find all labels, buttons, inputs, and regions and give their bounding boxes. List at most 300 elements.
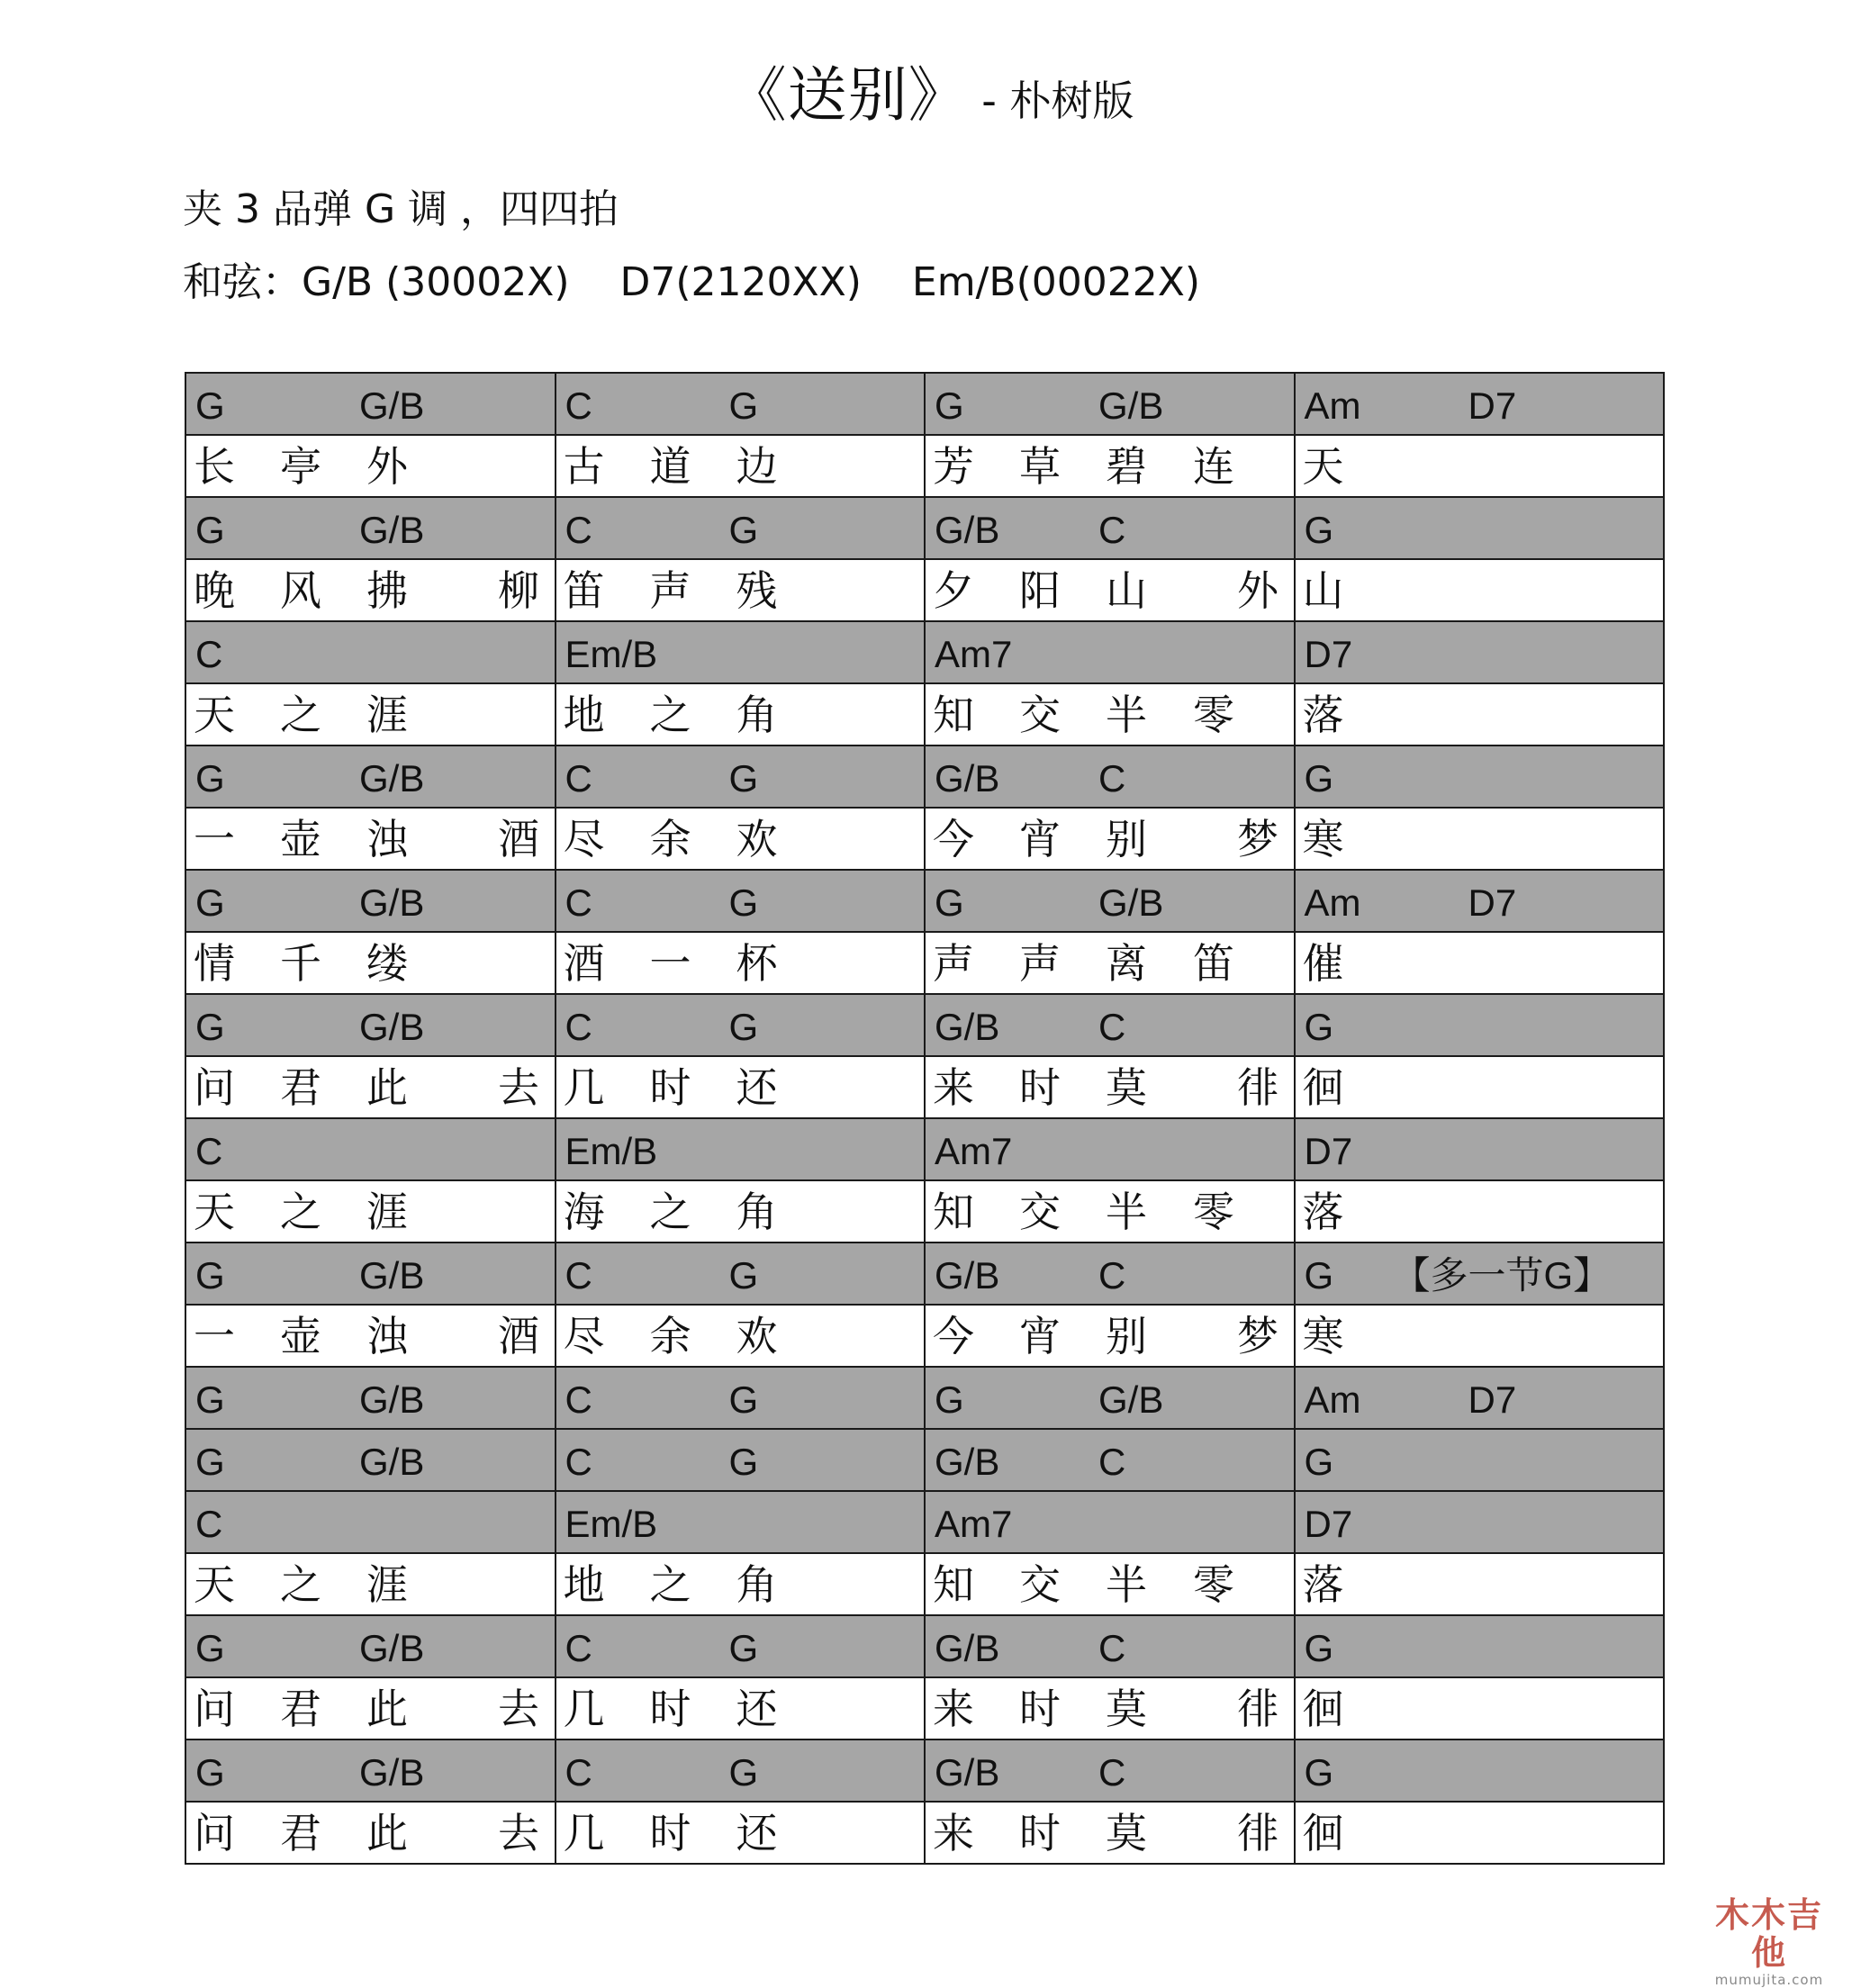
chord-first: C <box>565 1627 592 1669</box>
lyric-char: 问 <box>194 1063 235 1112</box>
lyric-char: 零 <box>1193 1188 1234 1236</box>
chord-cell <box>1295 1491 1665 1553</box>
chord-first: C <box>565 509 592 551</box>
chord-cell <box>185 1615 556 1677</box>
chord-second: D7 <box>1468 1378 1517 1421</box>
chord-second: 【多一节G】 <box>1392 1254 1612 1297</box>
chord-first: C <box>195 1130 223 1172</box>
lyric-char: 涯 <box>366 691 408 739</box>
chord-cell <box>185 1367 556 1429</box>
chord-first: G/B <box>935 509 1000 551</box>
chord-first: D7 <box>1304 1503 1353 1545</box>
chord-first: C <box>565 1378 592 1421</box>
lyric-char: 今 <box>933 815 974 863</box>
chord-cell <box>1295 1615 1665 1677</box>
lyric-char: 涯 <box>366 1560 408 1609</box>
lyric-char: 问 <box>194 1809 235 1857</box>
lyric-char: 莫 <box>1106 1685 1147 1733</box>
lyric-char: 声 <box>649 566 691 615</box>
chord-cell <box>1295 373 1665 435</box>
lyric-char: 去 <box>498 1685 539 1733</box>
lyric-char: 半 <box>1106 1188 1147 1236</box>
chord-second: G/B <box>359 1627 425 1669</box>
chord-first: G <box>195 384 225 427</box>
chord-second: G <box>728 384 759 427</box>
chord-first: Am7 <box>935 633 1013 675</box>
chord-first: Am7 <box>935 1503 1013 1545</box>
lyric-char: 笛 <box>563 566 605 615</box>
chord-cell <box>1295 621 1665 683</box>
chord-first: D7 <box>1304 1130 1353 1172</box>
lyric-char: 天 <box>1302 442 1344 491</box>
chord-cell <box>1295 497 1665 559</box>
chord-second: D7 <box>1468 881 1517 924</box>
chord-second: G <box>728 1441 759 1483</box>
chord-cell <box>925 1367 1295 1429</box>
chord-second: D7 <box>1468 384 1517 427</box>
chord-cell <box>185 746 556 808</box>
chord-cell <box>185 994 556 1056</box>
lyric-cell <box>556 1056 926 1118</box>
lyric-row <box>185 1305 1664 1367</box>
lyric-char: 来 <box>933 1809 974 1857</box>
lyric-char: 知 <box>933 1188 974 1236</box>
chord-first: Em/B <box>565 1130 658 1172</box>
lyric-char: 柳 <box>498 566 539 615</box>
chord-cell <box>1295 870 1665 932</box>
chord-first: Am <box>1304 384 1361 427</box>
lyric-row <box>185 1180 1664 1242</box>
chord-second: G <box>728 757 759 800</box>
lyric-cell <box>556 683 926 746</box>
chord-first: D7 <box>1304 633 1353 675</box>
lyric-cell <box>925 1677 1295 1740</box>
lyric-char: 千 <box>280 939 321 988</box>
lyric-char: 梦 <box>1237 815 1278 863</box>
song-version: - 朴树版 <box>968 77 1134 125</box>
lyric-cell <box>185 1677 556 1740</box>
lyric-char: 寒 <box>1302 1312 1344 1360</box>
chord-cell <box>925 621 1295 683</box>
lyric-char: 宵 <box>1019 815 1061 863</box>
lyric-char: 之 <box>280 1188 321 1236</box>
lyric-char: 天 <box>194 691 235 739</box>
lyric-char: 落 <box>1302 691 1344 739</box>
lyric-cell <box>925 1180 1295 1242</box>
chord-second: G/B <box>359 881 425 924</box>
chord-first: G <box>1304 1627 1334 1669</box>
chord-second: G/B <box>1098 1378 1164 1421</box>
lyric-row <box>185 1802 1664 1864</box>
chord-first: C <box>565 1751 592 1794</box>
lyric-cell <box>185 1056 556 1118</box>
lyric-cell <box>1295 1802 1665 1864</box>
lyric-char: 之 <box>649 1188 691 1236</box>
chord-second: G/B <box>1098 384 1164 427</box>
chord-second: C <box>1098 1254 1126 1297</box>
lyric-char: 莫 <box>1106 1809 1147 1857</box>
chord-cell <box>185 1491 556 1553</box>
lyric-char: 今 <box>933 1312 974 1360</box>
lyric-char: 半 <box>1106 1560 1147 1609</box>
lyric-char: 欢 <box>736 1312 778 1360</box>
chord-first: G/B <box>935 1627 1000 1669</box>
chord-second: C <box>1098 509 1126 551</box>
chord-cell <box>185 1740 556 1802</box>
lyric-char: 半 <box>1106 691 1147 739</box>
song-title-main: 《送别》 <box>727 60 969 130</box>
chord-first: Am <box>1304 881 1361 924</box>
lyric-cell <box>185 683 556 746</box>
lyric-cell <box>185 1553 556 1615</box>
lyric-char: 壶 <box>280 1312 321 1360</box>
chord-row <box>185 746 1664 808</box>
lyric-char: 一 <box>194 815 235 863</box>
chord-first: G <box>935 1378 964 1421</box>
lyric-char: 君 <box>280 1809 321 1857</box>
song-title <box>0 47 1861 132</box>
chord-lyric-sheet <box>185 372 1665 1865</box>
lyric-row <box>185 1056 1664 1118</box>
lyric-char: 晚 <box>194 566 235 615</box>
lyric-char: 落 <box>1302 1188 1344 1236</box>
chord-cell <box>1295 1118 1665 1180</box>
lyric-cell <box>185 559 556 621</box>
chord-first: G/B <box>935 1006 1000 1048</box>
chord-first: C <box>565 881 592 924</box>
lyric-cell <box>1295 932 1665 994</box>
lyric-char: 时 <box>1019 1685 1061 1733</box>
lyric-char: 外 <box>366 442 408 491</box>
chord-second: G <box>728 1627 759 1669</box>
lyric-char: 梦 <box>1237 1312 1278 1360</box>
chord-row <box>185 1491 1664 1553</box>
lyric-cell <box>1295 435 1665 497</box>
chord-second: C <box>1098 1006 1126 1048</box>
lyric-char: 风 <box>280 566 321 615</box>
lyric-char: 草 <box>1019 442 1061 491</box>
lyric-char: 交 <box>1019 1560 1061 1609</box>
lyric-char: 古 <box>563 442 605 491</box>
chord-cell <box>185 1242 556 1305</box>
chord-second: G/B <box>359 1254 425 1297</box>
lyric-cell <box>556 559 926 621</box>
chord-first: C <box>195 1503 223 1545</box>
lyric-cell <box>925 932 1295 994</box>
chord-first: G <box>195 1751 225 1794</box>
lyric-char: 山 <box>1106 566 1147 615</box>
lyric-char: 时 <box>649 1063 691 1112</box>
lyric-cell <box>925 435 1295 497</box>
lyric-char: 徘 <box>1237 1809 1278 1857</box>
chord-cell <box>1295 746 1665 808</box>
chord-cell <box>185 373 556 435</box>
lyric-char: 知 <box>933 1560 974 1609</box>
chord-first: C <box>565 384 592 427</box>
lyric-char: 连 <box>1193 442 1234 491</box>
lyric-char: 几 <box>563 1063 605 1112</box>
lyric-char: 莫 <box>1106 1063 1147 1112</box>
chord-second: G/B <box>359 1751 425 1794</box>
lyric-char: 离 <box>1106 939 1147 988</box>
chord-cell <box>925 1491 1295 1553</box>
chord-first: G/B <box>935 1254 1000 1297</box>
chord-cell <box>1295 994 1665 1056</box>
capo-key-info: 夹 3 品弹 G 调 ，四四拍 <box>183 186 619 232</box>
watermark-text: 木木吉他 <box>1714 1895 1823 1973</box>
chord-first: C <box>565 1006 592 1048</box>
chord-row <box>185 1429 1664 1491</box>
lyric-cell <box>925 1802 1295 1864</box>
chord-first: G <box>1304 1254 1334 1297</box>
lyric-cell <box>556 1180 926 1242</box>
chord-first: G/B <box>935 1441 1000 1483</box>
lyric-char: 缕 <box>366 939 408 988</box>
chord-second: C <box>1098 1441 1126 1483</box>
lyric-row <box>185 1677 1664 1740</box>
chord-first: G <box>1304 509 1334 551</box>
lyric-cell <box>925 1553 1295 1615</box>
lyric-row <box>185 435 1664 497</box>
lyric-char: 时 <box>649 1685 691 1733</box>
chord-first: G <box>195 509 225 551</box>
chord-cell <box>925 1615 1295 1677</box>
lyric-char: 交 <box>1019 691 1061 739</box>
lyric-char: 地 <box>563 691 605 739</box>
chord-cell <box>185 1429 556 1491</box>
lyric-char: 酒 <box>498 1312 539 1360</box>
chord-cell <box>556 497 926 559</box>
chord-first: C <box>565 757 592 800</box>
lyric-char: 宵 <box>1019 1312 1061 1360</box>
lyric-char: 去 <box>498 1063 539 1112</box>
lyric-cell <box>556 1553 926 1615</box>
chord-cell <box>185 497 556 559</box>
chord-first: G <box>195 1627 225 1669</box>
lyric-char: 夕 <box>933 566 974 615</box>
chord-first: G <box>1304 1006 1334 1048</box>
lyric-char: 催 <box>1302 939 1344 988</box>
lyric-char: 芳 <box>933 442 974 491</box>
lyric-char: 之 <box>280 691 321 739</box>
chord-row <box>185 1242 1664 1305</box>
lyric-char: 之 <box>649 1560 691 1609</box>
chord-first: G <box>1304 1441 1334 1483</box>
lyric-row <box>185 683 1664 746</box>
lyric-cell <box>556 1802 926 1864</box>
chord-cell <box>925 1242 1295 1305</box>
chord-cell <box>185 621 556 683</box>
lyric-cell <box>1295 1553 1665 1615</box>
chord-row <box>185 870 1664 932</box>
chord-first: G/B <box>935 757 1000 800</box>
lyric-char: 天 <box>194 1188 235 1236</box>
lyric-char: 角 <box>736 691 778 739</box>
lyric-cell <box>1295 1305 1665 1367</box>
chord-second: G/B <box>1098 881 1164 924</box>
chord-cell <box>556 1118 926 1180</box>
lyric-char: 此 <box>366 1809 408 1857</box>
lyric-char: 徊 <box>1302 1063 1344 1112</box>
lyric-char: 之 <box>649 691 691 739</box>
lyric-char: 角 <box>736 1188 778 1236</box>
lyric-row <box>185 932 1664 994</box>
chord-second: G <box>728 1378 759 1421</box>
chord-cell <box>1295 1740 1665 1802</box>
lyric-char: 此 <box>366 1063 408 1112</box>
lyric-cell <box>556 808 926 870</box>
chord-second: C <box>1098 1627 1126 1669</box>
lyric-char: 声 <box>933 939 974 988</box>
chord-row <box>185 1367 1664 1429</box>
lyric-char: 别 <box>1106 815 1147 863</box>
lyric-char: 零 <box>1193 1560 1234 1609</box>
lyric-char: 君 <box>280 1685 321 1733</box>
lyric-char: 拂 <box>366 566 408 615</box>
chord-first: G <box>195 1441 225 1483</box>
chord-first: C <box>565 1441 592 1483</box>
chord-cell <box>925 497 1295 559</box>
lyric-char: 欢 <box>736 815 778 863</box>
lyric-char: 山 <box>1302 566 1344 615</box>
lyric-cell <box>185 1305 556 1367</box>
lyric-char: 时 <box>649 1809 691 1857</box>
lyric-cell <box>556 435 926 497</box>
chord-row <box>185 1615 1664 1677</box>
chord-cell <box>925 373 1295 435</box>
chord-first: C <box>195 633 223 675</box>
lyric-cell <box>185 808 556 870</box>
lyric-char: 之 <box>280 1560 321 1609</box>
lyric-char: 声 <box>1019 939 1061 988</box>
lyric-char: 几 <box>563 1685 605 1733</box>
chord-cell <box>556 1367 926 1429</box>
lyric-char: 海 <box>563 1188 605 1236</box>
chord-first: G/B <box>935 1751 1000 1794</box>
chord-first: Em/B <box>565 633 658 675</box>
lyric-cell <box>925 808 1295 870</box>
lyric-cell <box>925 1056 1295 1118</box>
chord-row <box>185 994 1664 1056</box>
chord-first: C <box>565 1254 592 1297</box>
lyric-char: 此 <box>366 1685 408 1733</box>
lyric-cell <box>1295 1180 1665 1242</box>
chord-second: G <box>728 1254 759 1297</box>
lyric-cell <box>1295 808 1665 870</box>
lyric-char: 天 <box>194 1560 235 1609</box>
chord-second: G/B <box>359 509 425 551</box>
chord-first: G <box>195 1254 225 1297</box>
lyric-char: 落 <box>1302 1560 1344 1609</box>
chord-first: G <box>935 384 964 427</box>
lyric-cell <box>925 683 1295 746</box>
chord-cell <box>556 373 926 435</box>
lyric-char: 一 <box>649 939 691 988</box>
lyric-char: 边 <box>736 442 778 491</box>
lyric-cell <box>185 435 556 497</box>
chord-first: G <box>195 757 225 800</box>
lyric-cell <box>185 1180 556 1242</box>
lyric-char: 角 <box>736 1560 778 1609</box>
lyric-char: 浊 <box>366 1312 408 1360</box>
lyric-char: 徊 <box>1302 1809 1344 1857</box>
chord-row <box>185 497 1664 559</box>
chord-second: G/B <box>359 1441 425 1483</box>
lyric-char: 寒 <box>1302 815 1344 863</box>
lyric-cell <box>1295 1677 1665 1740</box>
lyric-char: 还 <box>736 1685 778 1733</box>
lyric-char: 还 <box>736 1809 778 1857</box>
lyric-char: 徘 <box>1237 1685 1278 1733</box>
chord-cell <box>556 746 926 808</box>
lyric-char: 知 <box>933 691 974 739</box>
chord-second: G <box>728 1006 759 1048</box>
lyric-char: 来 <box>933 1685 974 1733</box>
lyric-char: 外 <box>1237 566 1278 615</box>
chord-cell <box>925 746 1295 808</box>
chord-row <box>185 373 1664 435</box>
watermark-logo <box>1702 1896 1837 1988</box>
lyric-cell <box>556 932 926 994</box>
lyric-char: 地 <box>563 1560 605 1609</box>
chord-first: G <box>195 1006 225 1048</box>
lyric-char: 问 <box>194 1685 235 1733</box>
chord-row <box>185 621 1664 683</box>
lyric-cell <box>556 1677 926 1740</box>
lyric-char: 交 <box>1019 1188 1061 1236</box>
lyric-char: 道 <box>649 442 691 491</box>
chord-row <box>185 1118 1664 1180</box>
watermark-url: mumujita.com <box>1714 1972 1824 1988</box>
lyric-char: 阳 <box>1019 566 1061 615</box>
chord-row <box>185 1740 1664 1802</box>
chord-second: G/B <box>359 757 425 800</box>
chord-cell <box>1295 1367 1665 1429</box>
lyric-cell <box>1295 1056 1665 1118</box>
lyric-char: 一 <box>194 1312 235 1360</box>
lyric-row <box>185 808 1664 870</box>
lyric-char: 涯 <box>366 1188 408 1236</box>
chord-second: G <box>728 1751 759 1794</box>
lyric-char: 笛 <box>1193 939 1234 988</box>
chord-cell <box>185 1118 556 1180</box>
lyric-char: 尽 <box>563 815 605 863</box>
chord-cell <box>925 1740 1295 1802</box>
chord-second: G/B <box>359 1378 425 1421</box>
lyric-char: 情 <box>194 939 235 988</box>
lyric-cell <box>185 1802 556 1864</box>
lyric-cell <box>1295 683 1665 746</box>
lyric-row <box>185 1553 1664 1615</box>
chord-cell <box>925 1118 1295 1180</box>
chord-first: G <box>195 1378 225 1421</box>
lyric-char: 徊 <box>1302 1685 1344 1733</box>
lyric-char: 去 <box>498 1809 539 1857</box>
chord-cell <box>925 994 1295 1056</box>
lyric-char: 杯 <box>736 939 778 988</box>
chord-second: G/B <box>359 1006 425 1048</box>
chord-first: Em/B <box>565 1503 658 1545</box>
chord-cell <box>556 1615 926 1677</box>
chord-cell <box>925 1429 1295 1491</box>
chord-first: G <box>195 881 225 924</box>
lyric-char: 还 <box>736 1063 778 1112</box>
lyric-char: 酒 <box>563 939 605 988</box>
lyric-char: 零 <box>1193 691 1234 739</box>
chord-cell <box>556 870 926 932</box>
chord-second: C <box>1098 1751 1126 1794</box>
chord-cell <box>185 870 556 932</box>
